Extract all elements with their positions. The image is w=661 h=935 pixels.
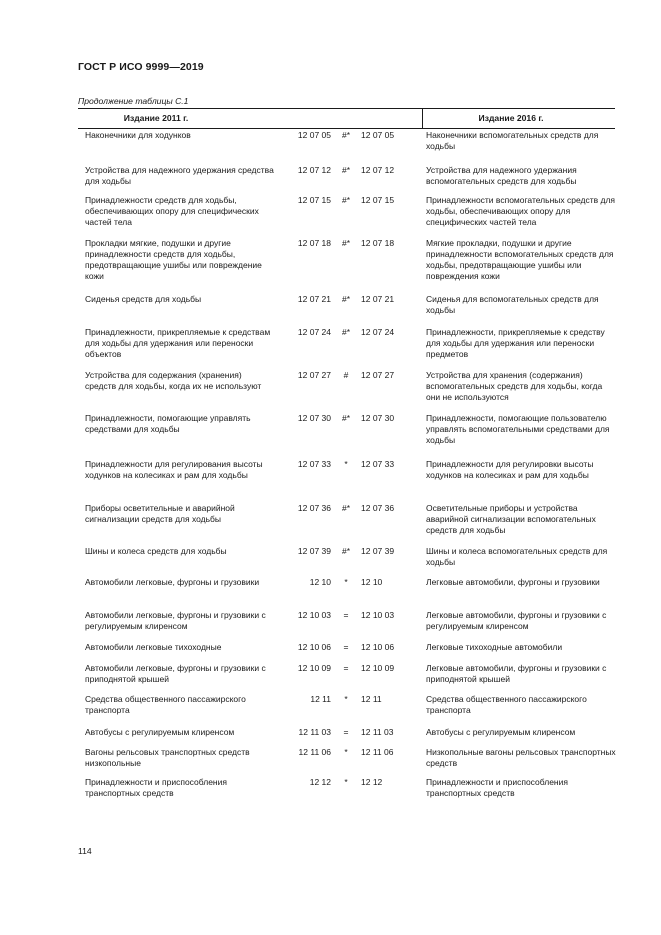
old-code-cell: 12 07 24 (297, 327, 331, 337)
new-code-cell: 12 07 27 (361, 370, 395, 380)
new-name-cell: Сиденья для вспомогательных средств для ходьбы (426, 294, 599, 315)
old-code-cell: 12 11 (310, 694, 331, 704)
correspondence-mark-cell: * (344, 694, 348, 704)
new-name-cell: Шины и колеса вспомогательных средств для ходьбы (426, 546, 608, 567)
correspondence-mark-cell: = (343, 663, 349, 673)
correspondence-mark-cell: #* (341, 327, 351, 337)
old-code-cell: 12 07 21 (297, 294, 331, 304)
old-code-cell: 12 10 03 (297, 610, 331, 620)
correspondence-mark-cell: * (344, 747, 348, 757)
new-code-cell: 12 10 06 (361, 642, 395, 652)
new-code-cell: 12 10 09 (361, 663, 395, 673)
correspondence-mark-cell: * (344, 777, 348, 787)
correspondence-mark-cell: #* (341, 130, 351, 140)
new-name-cell: Принадлежности для регулировки высоты ходунков на колесиках и рам для ходьбы (426, 459, 594, 480)
new-code-cell: 12 12 (361, 777, 383, 787)
old-name-cell: Автомобили легковые тихоходные (85, 642, 222, 652)
correspondence-mark-cell: = (343, 727, 349, 737)
standard-title: ГОСТ Р ИСО 9999—2019 (78, 61, 204, 73)
new-name-cell: Легковые автомобили, фургоны и грузовики (426, 577, 600, 587)
correspondence-mark-cell: #* (341, 413, 351, 423)
old-name-cell: Принадлежности для регулирования высоты ходунков на колесиках и рам для ходьбы (85, 459, 263, 480)
new-name-cell: Средства общественного пассажирского транспорта (426, 694, 587, 715)
old-code-cell: 12 11 06 (298, 747, 331, 757)
header-edition-2011: Издание 2011 г. (123, 113, 189, 123)
new-code-cell: 12 10 03 (361, 610, 395, 620)
old-name-cell: Наконечники для ходунков (85, 130, 191, 140)
old-name-cell: Сиденья средств для ходьбы (85, 294, 202, 304)
old-code-cell: 12 10 (309, 577, 331, 587)
page-number: 114 (78, 846, 92, 856)
correspondence-mark-cell: = (343, 610, 349, 620)
old-name-cell: Прокладки мягкие, подушки и другие принадлежности средств для ходьбы, предотвращающие ушибы или повреждение кожи (85, 238, 262, 281)
new-name-cell: Принадлежности вспомогательных средств для ходьбы, обеспечивающих опору для специфических частей тела (426, 195, 616, 227)
old-name-cell: Устройства для содержания (хранения) средств для ходьбы, когда их не используют (85, 370, 262, 391)
new-name-cell: Наконечники вспомогательных средств для ходьбы (426, 130, 599, 151)
new-code-cell: 12 07 36 (361, 503, 395, 513)
new-code-cell: 12 07 39 (361, 546, 395, 556)
old-code-cell: 12 07 36 (297, 503, 331, 513)
old-name-cell: Автобусы с регулируемым клиренсом (85, 727, 235, 737)
old-name-cell: Автомобили легковые, фургоны и грузовики с приподнятой крышей (85, 663, 266, 684)
old-code-cell: 12 07 18 (297, 238, 331, 248)
correspondence-mark-cell: #* (341, 503, 351, 513)
old-code-cell: 12 07 15 (297, 195, 331, 205)
correspondence-mark-cell: #* (341, 294, 351, 304)
correspondence-mark-cell: #* (341, 195, 351, 205)
header-edition-2016: Издание 2016 г. (478, 113, 544, 123)
new-code-cell: 12 11 03 (361, 727, 394, 737)
new-name-cell: Легковые автомобили, фургоны и грузовики с приподнятой крышей (426, 663, 607, 684)
new-name-cell: Принадлежности, помогающие пользователю управлять вспомогательными средствами для ходьбы (426, 413, 610, 445)
correspondence-mark-cell: #* (341, 165, 351, 175)
old-name-cell: Приборы осветительные и аварийной сигнализации средств для ходьбы (85, 503, 235, 524)
old-code-cell: 12 12 (309, 777, 331, 787)
old-name-cell: Принадлежности, прикрепляемые к средствам для ходьбы для удержания или переноски объектов (85, 327, 271, 359)
old-name-cell: Автомобили легковые, фургоны и грузовики с регулируемым клиренсом (85, 610, 266, 631)
correspondence-mark-cell: #* (341, 238, 351, 248)
old-code-cell: 12 10 06 (297, 642, 331, 652)
new-name-cell: Принадлежности, прикрепляемые к средству для ходьбы для удержания или переноски предметов (426, 327, 605, 359)
new-code-cell: 12 07 05 (361, 130, 395, 140)
old-name-cell: Принадлежности, помогающие управлять средствами для ходьбы (85, 413, 251, 434)
new-name-cell: Принадлежности и приспособления транспортных средств (426, 777, 568, 798)
new-name-cell: Мягкие прокладки, подушки и другие принадлежности вспомогательных средств для ходьбы, предотвращающие ушибы или повреждения кожи (426, 238, 614, 281)
old-name-cell: Средства общественного пассажирского транспорта (85, 694, 246, 715)
new-code-cell: 12 07 15 (361, 195, 395, 205)
new-name-cell: Устройства для хранения (содержания) вспомогательных средств для ходьбы, когда они не используются (426, 370, 603, 402)
old-name-cell: Принадлежности и приспособления транспортных средств (85, 777, 227, 798)
old-code-cell: 12 11 03 (298, 727, 331, 737)
new-code-cell: 12 07 33 (361, 459, 395, 469)
old-name-cell: Шины и колеса средств для ходьбы (85, 546, 227, 556)
new-code-cell: 12 11 (361, 694, 382, 704)
new-name-cell: Осветительные приборы и устройства аварийной сигнализации вспомогательных средств для ходьбы (426, 503, 596, 535)
correspondence-mark-cell: * (344, 577, 348, 587)
new-code-cell: 12 10 (361, 577, 383, 587)
new-code-cell: 12 07 12 (361, 165, 395, 175)
old-name-cell: Автомобили легковые, фургоны и грузовики (85, 577, 260, 587)
correspondence-mark-cell: * (344, 459, 348, 469)
old-name-cell: Устройства для надежного удержания средства для ходьбы (85, 165, 274, 186)
new-code-cell: 12 07 24 (361, 327, 395, 337)
old-name-cell: Принадлежности средств для ходьбы, обеспечивающих опору для специфических частей тела (85, 195, 259, 227)
new-name-cell: Автобусы с регулируемым клиренсом (426, 727, 576, 737)
new-name-cell: Устройства для надежного удержания вспомогательных средств для ходьбы (426, 165, 577, 186)
new-code-cell: 12 07 30 (361, 413, 395, 423)
old-code-cell: 12 07 33 (297, 459, 331, 469)
new-name-cell: Легковые тихоходные автомобили (426, 642, 563, 652)
table-continuation-label: Продолжение таблицы С.1 (78, 96, 189, 106)
old-code-cell: 12 07 12 (297, 165, 331, 175)
correspondence-mark-cell: #* (341, 546, 351, 556)
old-name-cell: Вагоны рельсовых транспортных средств низкопольные (85, 747, 250, 768)
old-code-cell: 12 07 30 (297, 413, 331, 423)
correspondence-mark-cell: # (343, 370, 349, 380)
old-code-cell: 12 07 27 (297, 370, 331, 380)
correspondence-mark-cell: = (343, 642, 349, 652)
old-code-cell: 12 07 39 (297, 546, 331, 556)
new-code-cell: 12 11 06 (361, 747, 394, 757)
new-name-cell: Легковые автомобили, фургоны и грузовики с регулируемым клиренсом (426, 610, 607, 631)
new-name-cell: Низкопольные вагоны рельсовых транспортных средств (426, 747, 616, 768)
table-header (78, 108, 615, 129)
old-code-cell: 12 07 05 (297, 130, 331, 140)
new-code-cell: 12 07 21 (361, 294, 395, 304)
new-code-cell: 12 07 18 (361, 238, 395, 248)
old-code-cell: 12 10 09 (297, 663, 331, 673)
